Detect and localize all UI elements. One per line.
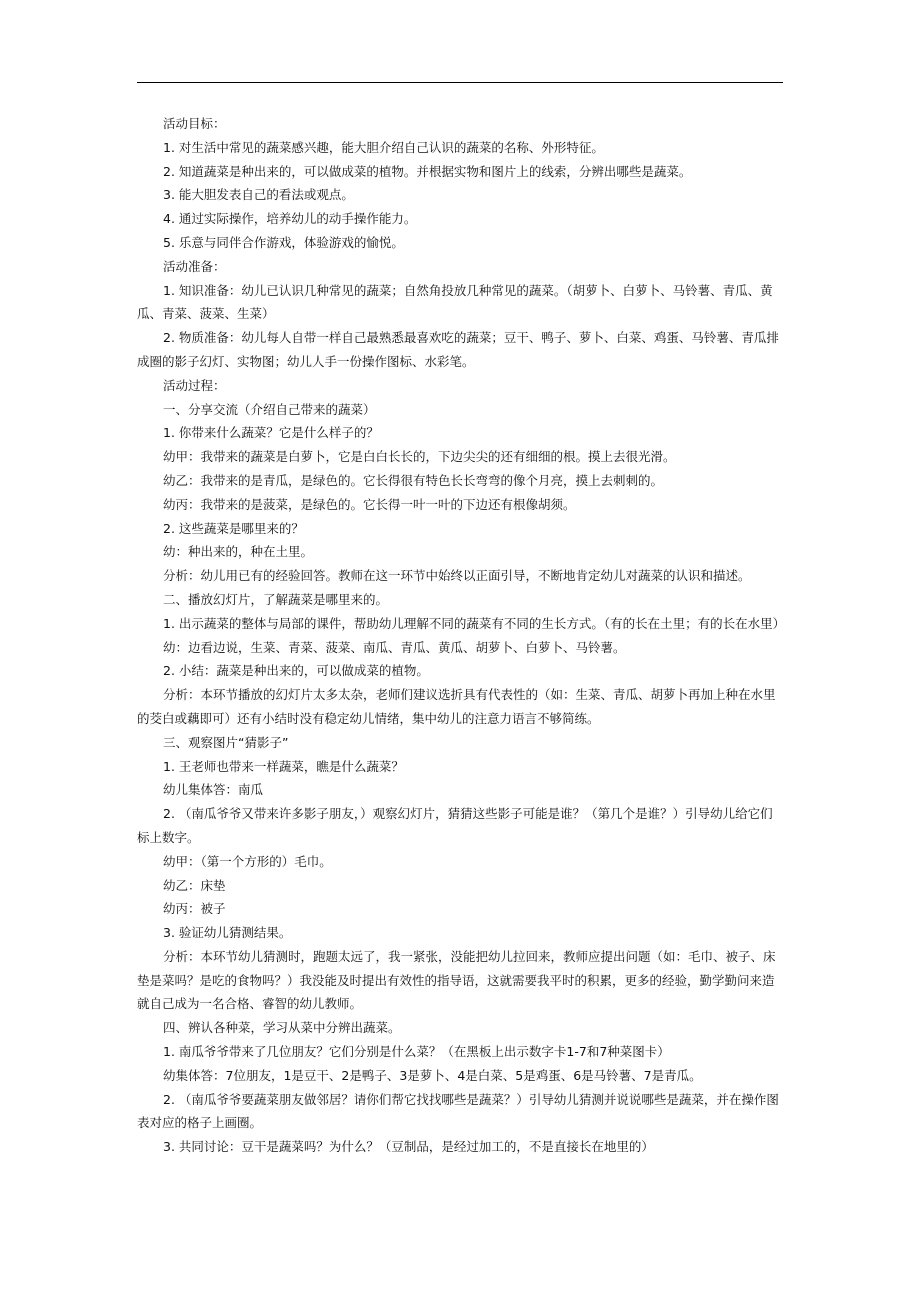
header-divider bbox=[137, 82, 783, 83]
dialogue-line: 幼乙：床垫 bbox=[163, 877, 226, 893]
step-item: 2. 小结：蔬菜是种出来的，可以做成菜的植物。 bbox=[163, 663, 429, 679]
step-item: 1. 出示蔬菜的整体与局部的课件，帮助幼儿理解不同的蔬菜有不同的生长方式。（有的长在土里；有的长在水里） bbox=[163, 615, 786, 631]
goal-item: 2. 知道蔬菜是种出来的，可以做成菜的植物。并根据实物和图片上的线索，分辨出哪些是蔬菜。 bbox=[163, 163, 692, 179]
preparation-item: 2. 物质准备：幼儿每人自带一样自己最熟悉最喜欢吃的蔬菜；豆干、鸭子、萝卜、白菜、鸡蛋、马铃薯、青瓜排成圈的影子幻灯、实物图；幼儿人手一份操作图标、水彩笔。 bbox=[137, 330, 779, 369]
analysis-paragraph: 分析：本环节播放的幻灯片太多太杂，老师们建议选折具有代表性的（如：生菜、青瓜、胡萝卜再加上种在水里的茭白或藕即可）还有小结时没有稳定幼儿情绪，集中幼儿的注意力语言不够简练。 bbox=[137, 687, 776, 726]
dialogue-line: 幼：边看边说，生菜、青菜、菠菜、南瓜、青瓜、黄瓜、胡萝卜、白萝卜、马铃薯。 bbox=[163, 639, 626, 655]
step-item: 1. 你带来什么蔬菜？它是什么样子的？ bbox=[163, 425, 379, 441]
analysis-paragraph: 分析：本环节幼儿猜测时，跑题太远了，我一紧张，没能把幼儿拉回来，教师应提出问题（如：毛巾、被子、床垫是菜吗？是吃的食物吗？）我没能及时提出有效性的指导语，这就需要我平时的积累，更多的经验，勤学勤问来造就自己成为一名合格、睿智的幼儿教师。 bbox=[137, 948, 776, 1012]
goal-item: 5. 乐意与同伴合作游戏，体验游戏的愉悦。 bbox=[163, 234, 404, 250]
dialogue-line: 幼甲：我带来的蔬菜是白萝卜，它是白白长长的，下边尖尖的还有细细的根。摸上去很光滑。 bbox=[163, 449, 676, 465]
dialogue-line: 幼丙：我带来的是菠菜，是绿色的。它长得一叶一叶的下边还有根像胡须。 bbox=[163, 496, 576, 512]
goal-item: 1. 对生活中常见的蔬菜感兴趣，能大胆介绍自己认识的蔬菜的名称、外形特征。 bbox=[163, 139, 604, 155]
preparation-item: 1. 知识准备：幼儿已认识几种常见的蔬菜；自然角投放几种常见的蔬菜。（胡萝卜、白萝卜、马铃薯、青瓜、黄瓜、青菜、菠菜、生菜） bbox=[137, 282, 773, 322]
step-item: 3. 共同讨论：豆干是蔬菜吗？为什么？（豆制品，是经过加工的，不是直接长在地里的） bbox=[163, 1139, 654, 1155]
dialogue-line: 幼集体答：7位朋友，1是豆干、2是鸭子、3是萝卜、4是白菜、5是鸡蛋、6是马铃薯、7是青瓜。 bbox=[163, 1067, 702, 1083]
step-heading: 一、分享交流（介绍自己带来的蔬菜） bbox=[163, 401, 376, 417]
section-heading-goals: 活动目标： bbox=[163, 116, 226, 131]
goal-item: 4. 通过实际操作，培养幼儿的动手操作能力。 bbox=[163, 211, 417, 227]
section-heading-preparation: 活动准备： bbox=[163, 258, 226, 274]
analysis-paragraph: 分析：幼儿用已有的经验回答。教师在这一环节中始终以正面引导，不断地肯定幼儿对蔬菜的认识和描述。 bbox=[163, 568, 751, 584]
step-heading: 三、观察图片“猜影子” bbox=[163, 734, 289, 750]
step-heading: 二、播放幻灯片，了解蔬菜是哪里来的。 bbox=[163, 591, 389, 607]
document-body bbox=[137, 112, 786, 1159]
step-heading: 四、辨认各种菜，学习从菜中分辨出蔬菜。 bbox=[163, 1020, 401, 1036]
step-item: 3. 验证幼儿猜测结果。 bbox=[163, 925, 292, 941]
goal-item: 3. 能大胆发表自己的看法或观点。 bbox=[163, 187, 354, 203]
step-item: 2. （南瓜爷爷要蔬菜朋友做邻居？请你们帮它找找哪些是蔬菜？）引导幼儿猜测并说说哪些是蔬菜，并在操作图表对应的格子上画圈。 bbox=[137, 1091, 779, 1131]
dialogue-line: 幼甲：（第一个方形的）毛巾。 bbox=[163, 853, 332, 869]
dialogue-line: 幼乙：我带来的是青瓜，是绿色的。它长得很有特色长长弯弯的像个月亮，摸上去刺刺的。 bbox=[163, 472, 664, 488]
step-item: 2. （南瓜爷爷又带来许多影子朋友，）观察幻灯片，猜猜这些影子可能是谁？（第几个是谁？）引导幼儿给它们标上数字。 bbox=[137, 806, 773, 845]
section-heading-process: 活动过程： bbox=[163, 377, 226, 393]
dialogue-line: 幼丙：被子 bbox=[163, 901, 226, 917]
step-item: 2. 这些蔬菜是哪里来的？ bbox=[163, 520, 304, 536]
dialogue-line: 幼：种出来的，种在土里。 bbox=[163, 544, 314, 560]
dialogue-line: 幼儿集体答：南瓜 bbox=[163, 782, 264, 798]
step-item: 1. 王老师也带来一样蔬菜，瞧是什么蔬菜？ bbox=[163, 758, 404, 774]
step-item: 1. 南瓜爷爷带来了几位朋友？它们分别是什么菜？（在黑板上出示数字卡1-7和7种菜图卡） bbox=[163, 1044, 670, 1060]
